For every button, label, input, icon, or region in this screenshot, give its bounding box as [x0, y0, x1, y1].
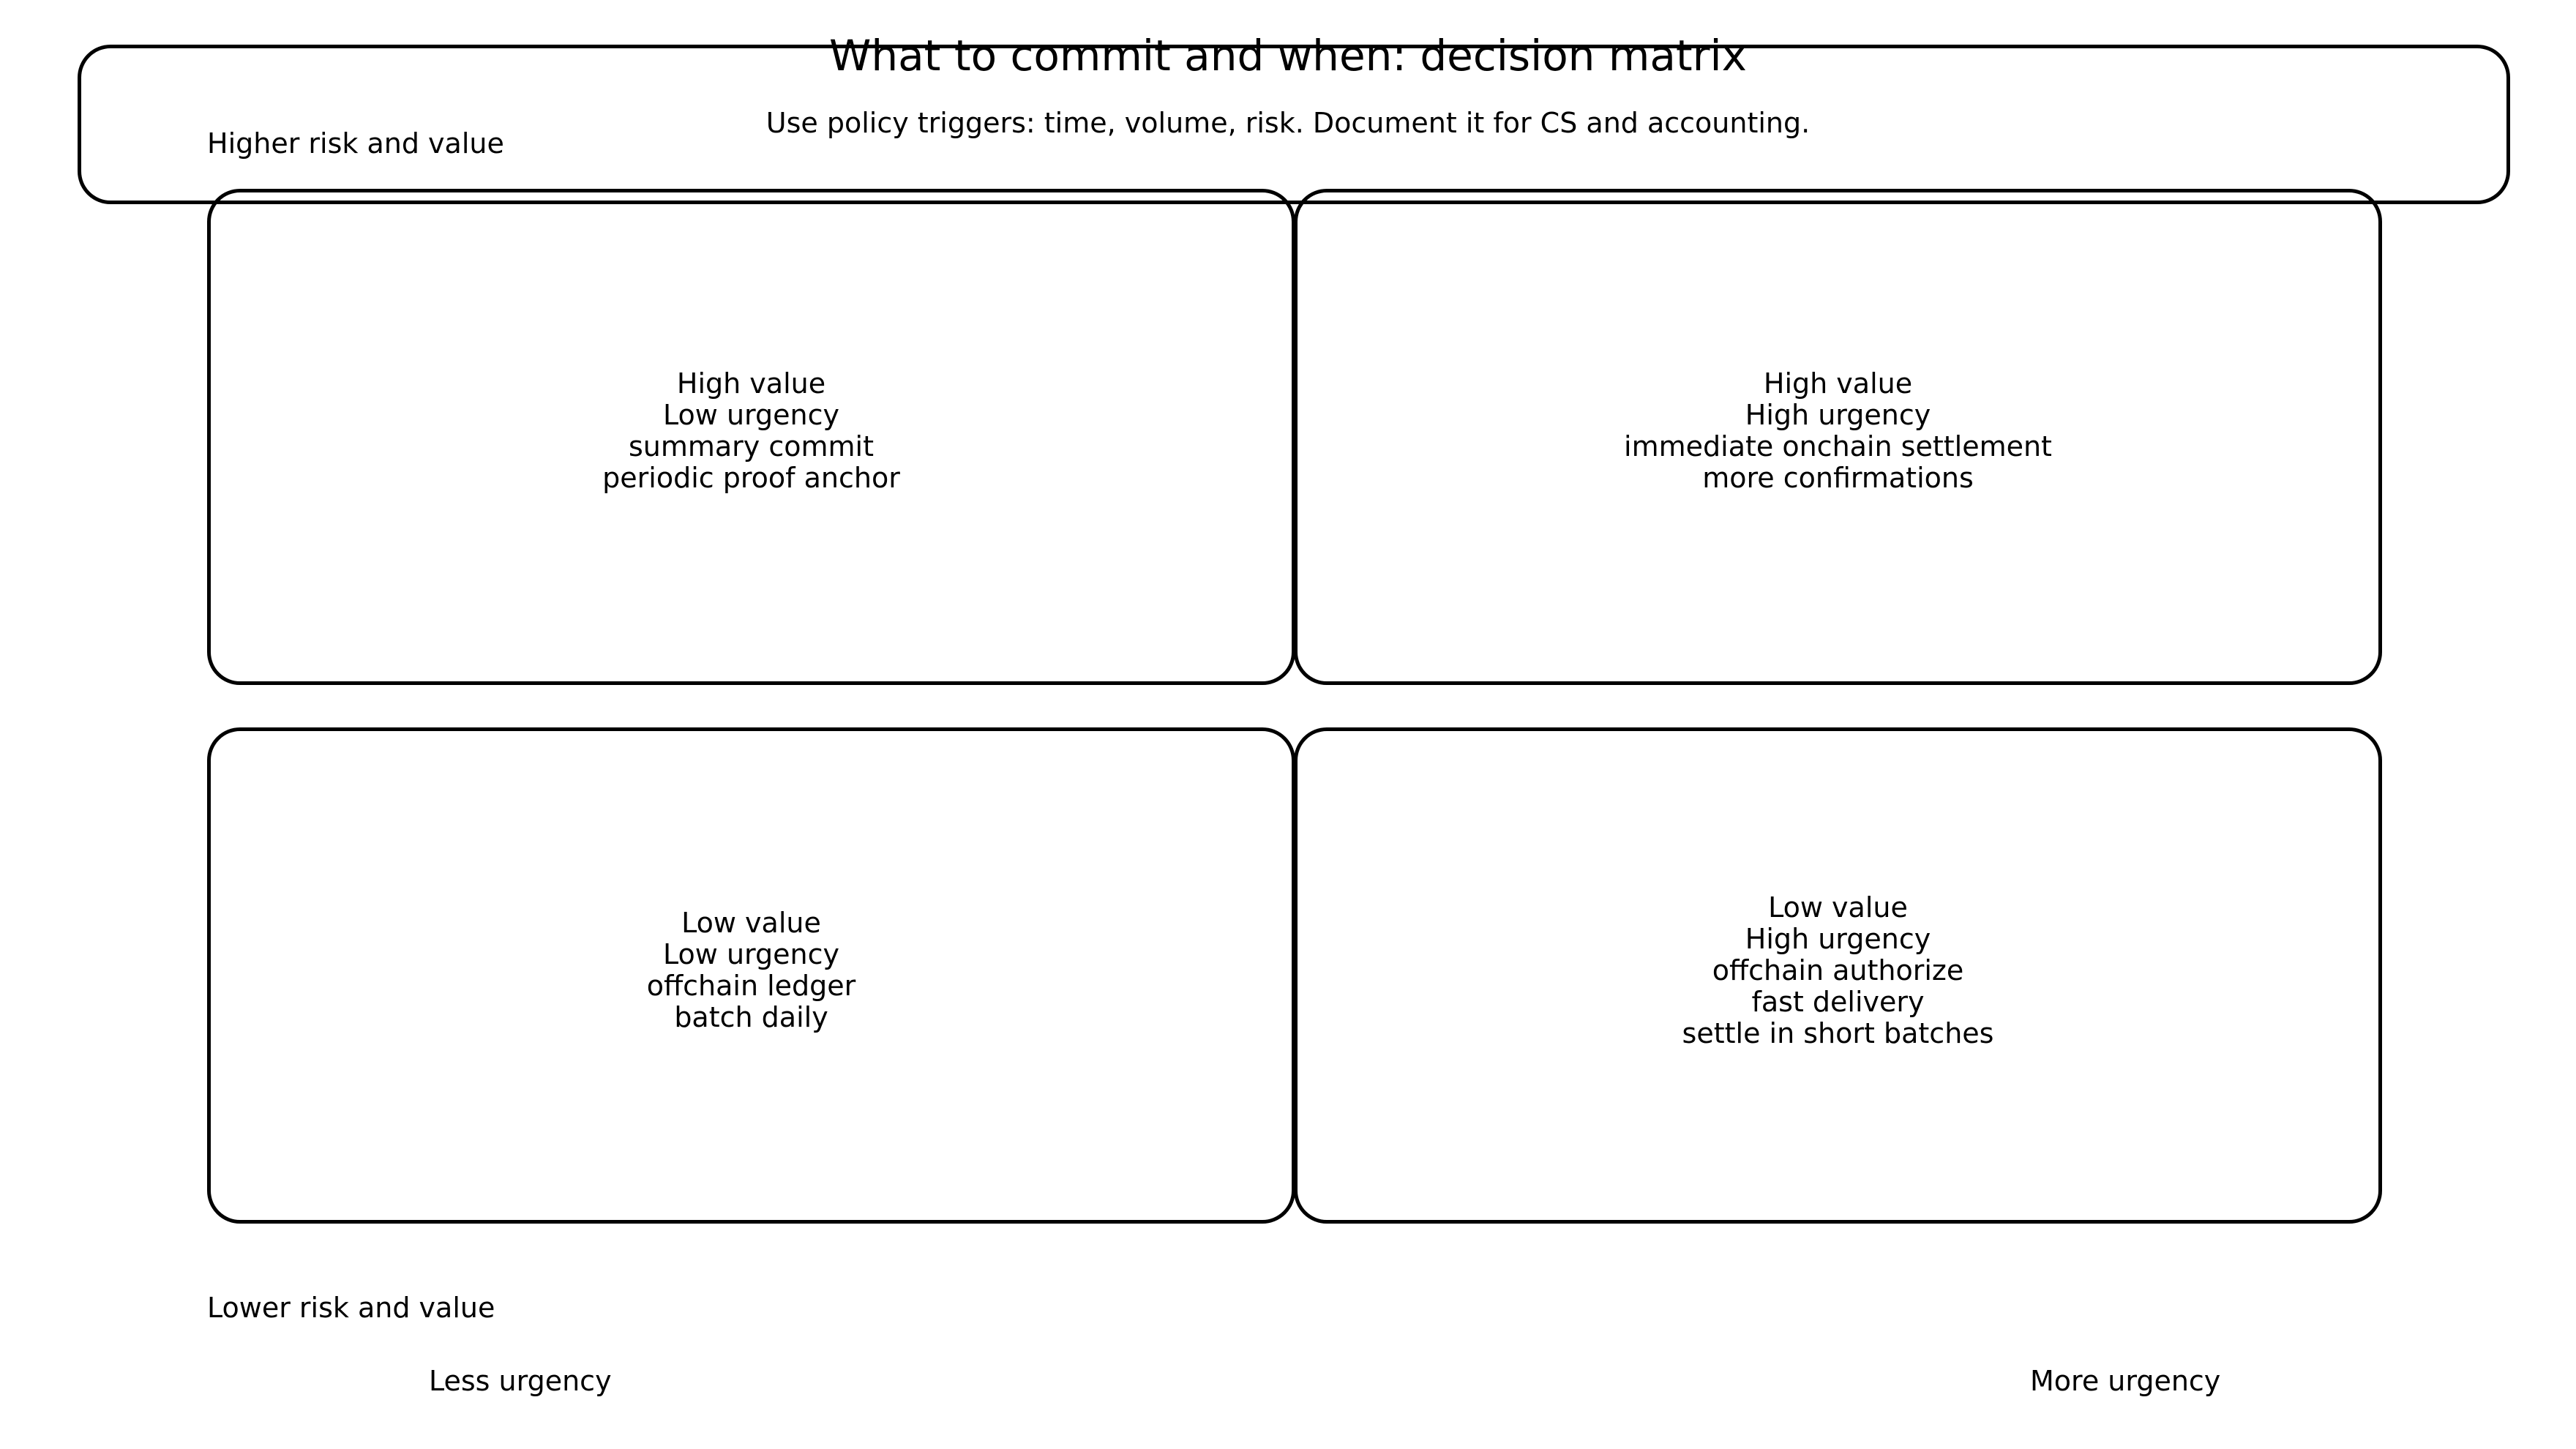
quadrant-text	[602, 368, 900, 494]
quadrant-line: High urgency	[1745, 922, 1931, 955]
quadrant-line: more confirmations	[1702, 462, 1974, 494]
quadrant-low-value-high-urgency	[1294, 727, 2382, 1224]
quadrant-text	[647, 907, 856, 1033]
quadrant-text	[1624, 368, 2052, 494]
quadrant-text	[1682, 892, 1994, 1049]
quadrant-line: High value	[1763, 367, 1913, 400]
quadrant-low-value-low-urgency	[207, 727, 1295, 1224]
quadrant-line: offchain authorize	[1712, 954, 1964, 986]
quadrant-line: High value	[676, 367, 826, 400]
axis-label-higher-risk: Higher risk and value	[207, 127, 504, 160]
quadrant-line: immediate onchain settlement	[1624, 430, 2052, 463]
quadrant-line: fast delivery	[1751, 985, 1925, 1018]
quadrant-line: offchain ledger	[646, 970, 856, 1002]
quadrant-line: Low urgency	[663, 938, 839, 970]
quadrant-line: High urgency	[1745, 399, 1931, 431]
axis-label-lower-risk: Lower risk and value	[207, 1292, 495, 1324]
page-subtitle: Use policy triggers: time, volume, risk. Document it for CS and accounting.	[765, 107, 1811, 139]
quadrant-high-value-low-urgency	[207, 189, 1295, 685]
quadrant-high-value-high-urgency	[1294, 189, 2382, 685]
quadrant-line: settle in short batches	[1682, 1016, 1994, 1049]
axis-label-more-urgency: More urgency	[2030, 1365, 2221, 1397]
quadrant-line: Low value	[1768, 891, 1908, 924]
quadrant-line: summary commit	[628, 430, 874, 463]
quadrant-line: periodic proof anchor	[602, 462, 900, 494]
axis-label-less-urgency: Less urgency	[429, 1365, 612, 1397]
page-title: What to commit and when: decision matrix	[829, 31, 1747, 80]
quadrant-line: Low value	[681, 907, 821, 939]
quadrant-line: batch daily	[674, 1001, 828, 1033]
quadrant-line: Low urgency	[663, 399, 839, 431]
